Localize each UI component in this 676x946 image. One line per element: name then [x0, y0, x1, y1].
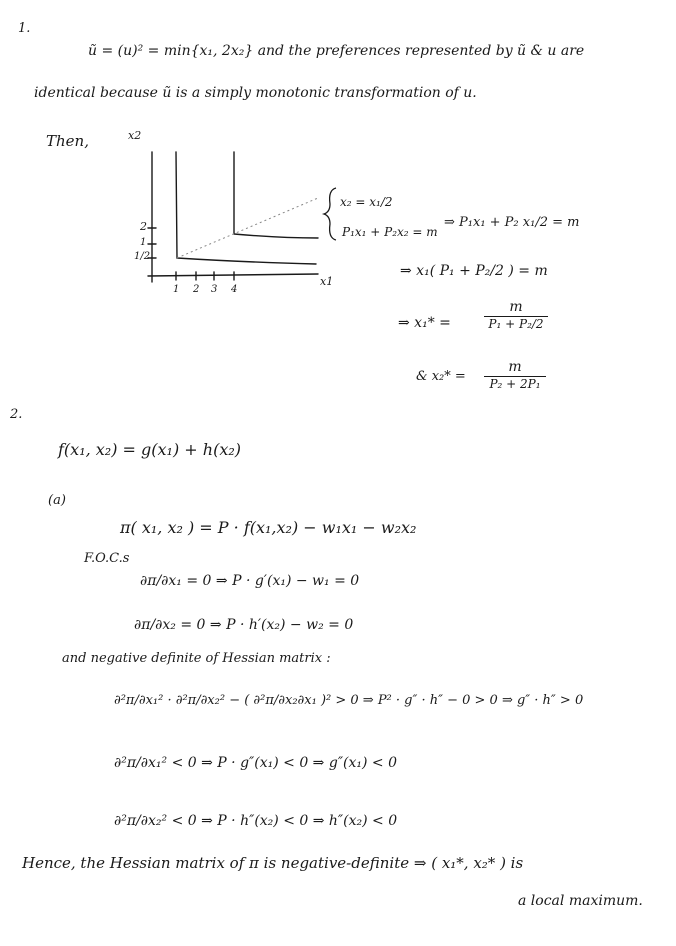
q1-x1star-numerator: m [509, 299, 523, 315]
q1-x1star-denominator: P₁ + P₂/2 [488, 317, 544, 332]
q2-conclusion-line-1: Hence, the Hessian matrix of π is negative-definite ⇒ ( x₁*, x₂* ) is [22, 854, 524, 872]
graph-ytick-half: 1/2 [134, 251, 151, 262]
question-2-number: 2. [10, 407, 23, 422]
graph-xtick-1: 1 [173, 284, 180, 295]
q2-hessian-condition-1: ∂²π/∂x₁² · ∂²π/∂x₂² − ( ∂²π/∂x₂∂x₁ )² > 0 ⇒ P² · g″ · h″ − 0 > 0 ⇒ g″ · h″ > 0 [114, 693, 584, 708]
q1-system-eq1: x₂ = x₁/2 [340, 195, 393, 209]
q1-x1star-lhs: ⇒ x₁* = [398, 315, 451, 331]
q2-foc-label: F.O.C.s [84, 551, 130, 566]
q1-x2star-numerator: m [508, 359, 522, 375]
q1-x2star-lhs: & x₂* = [416, 369, 466, 384]
q1-x2star-fraction [484, 360, 546, 392]
q2-hessian-condition-2: ∂²π/∂x₁² < 0 ⇒ P · g″(x₁) < 0 ⇒ g″(x₁) < 0 [114, 755, 398, 771]
q1-derivation-1: ⇒ P₁x₁ + P₂ x₁/2 = m [444, 215, 580, 230]
graph-ytick-2: 2 [140, 220, 147, 233]
q2-foc-2: ∂π/∂x₂ = 0 ⇒ P · h′(x₂) − w₂ = 0 [134, 617, 354, 633]
q1-utility-line: ũ = (u)² = min{x₁, 2x₂} and the preferences represented by ũ & u are [88, 43, 585, 59]
q2-foc-1: ∂π/∂x₁ = 0 ⇒ P · g′(x₁) − w₁ = 0 [140, 573, 360, 589]
graph-x-label: x1 [320, 275, 334, 288]
q1-x2star-denominator: P₂ + 2P₁ [489, 377, 541, 392]
q2-profit-function: π( x₁, x₂ ) = P · f(x₁,x₂) − w₁x₁ − w₂x₂ [120, 518, 417, 537]
q1-then-label: Then, [46, 132, 89, 150]
q2-function-definition: f(x₁, x₂) = g(x₁) + h(x₂) [58, 440, 241, 459]
q2-negdef-label: and negative definite of Hessian matrix : [62, 651, 331, 666]
graph-ytick-1: 1 [140, 237, 147, 248]
graph-y-label: x2 [128, 129, 142, 142]
graph-xtick-3: 3 [211, 284, 218, 295]
question-1-number: 1. [18, 21, 31, 36]
q1-derivation-2: ⇒ x₁( P₁ + P₂/2 ) = m [400, 263, 548, 279]
q1-explanation-line: identical because ũ is a simply monotonic transformation of u. [34, 85, 477, 101]
q2-part-a-label: (a) [48, 493, 66, 508]
graph-xtick-4: 4 [231, 284, 238, 295]
q1-system-eq2: P₁x₁ + P₂x₂ = m [342, 225, 438, 239]
q2-conclusion-line-2: a local maximum. [518, 893, 643, 909]
q2-hessian-condition-3: ∂²π/∂x₂² < 0 ⇒ P · h″(x₂) < 0 ⇒ h″(x₂) < 0 [114, 813, 398, 829]
graph-xtick-2: 2 [193, 284, 200, 295]
q1-x1star-fraction [484, 300, 548, 332]
